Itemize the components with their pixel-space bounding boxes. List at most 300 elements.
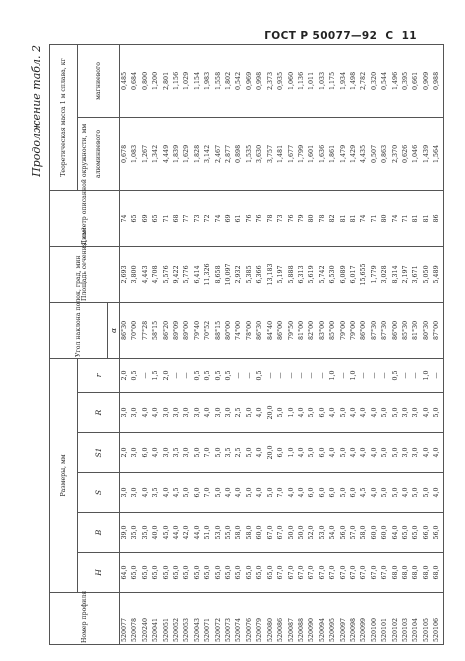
cell-h: 65,0	[266, 553, 276, 593]
cell-b: 39,0	[120, 513, 131, 553]
cell-area: 5,619	[307, 246, 317, 302]
cell-b: 50,0	[287, 513, 297, 553]
cell-r-big: 5,0	[276, 393, 286, 433]
cell-name: 520077	[120, 593, 131, 645]
cell-b: 67,0	[266, 513, 276, 553]
cell-h: 65,0	[162, 553, 172, 593]
cell-area: 6,313	[297, 246, 307, 302]
cell-mass-magn: 0,909	[422, 44, 432, 117]
cell-s1: 2,0	[120, 433, 131, 473]
cell-r-big: 5,0	[432, 393, 443, 433]
cell-mass-alum: 1,535	[245, 117, 255, 190]
cell-name: 520102	[391, 593, 401, 645]
cell-name: 520098	[349, 593, 359, 645]
cell-r-small: —	[182, 358, 192, 392]
cell-b: 45,0	[162, 513, 172, 553]
cell-h: 65,0	[193, 553, 203, 593]
cell-s1: 4,0	[255, 433, 265, 473]
cell-r-big: 4,0	[422, 393, 432, 433]
cell-h: 65,0	[224, 553, 234, 593]
cell-mass-magn: 1,498	[349, 44, 359, 117]
cell-mass-magn: 1,934	[339, 44, 349, 117]
cell-h: 67,0	[276, 553, 286, 593]
cell-mass-alum: 1,677	[287, 117, 297, 190]
cell-s: 6,0	[328, 473, 338, 513]
cell-s1: 20,0	[266, 433, 276, 473]
cell-b: 52,0	[307, 513, 317, 553]
cell-name: 520095	[328, 593, 338, 645]
cell-r-big: 4,0	[349, 393, 359, 433]
cell-mass-alum: 1,046	[411, 117, 421, 190]
table-row	[266, 44, 276, 644]
cell-name: 520094	[318, 593, 328, 645]
cell-b: 53,0	[318, 513, 328, 553]
table-row	[245, 44, 255, 644]
col-magn-header: магниевого	[78, 44, 120, 117]
cell-name: 520240	[141, 593, 151, 645]
cell-mass-alum: 0,898	[234, 117, 244, 190]
cell-b: 60,0	[370, 513, 380, 553]
cell-h: 64,0	[120, 553, 131, 593]
table-row	[141, 44, 151, 644]
cell-area: 5,197	[276, 246, 286, 302]
cell-b: 50,0	[297, 513, 307, 553]
cell-mass-alum: 2,370	[391, 117, 401, 190]
cell-s1: 4,0	[297, 433, 307, 473]
cell-s: 5,0	[182, 473, 192, 513]
cell-r-big: 5,0	[380, 393, 390, 433]
col-alum-header: алюминиевого	[78, 117, 120, 190]
cell-angle: 87°00	[432, 302, 443, 358]
cell-b: 64,0	[391, 513, 401, 553]
cell-diameter: 78	[266, 190, 276, 246]
table-row	[297, 44, 307, 644]
cell-s: 7,0	[276, 473, 286, 513]
cell-name: 520041	[151, 593, 161, 645]
cell-h: 67,0	[370, 553, 380, 593]
table-row	[401, 44, 411, 644]
cell-area: 6,089	[339, 246, 349, 302]
cell-area: 6,017	[349, 246, 359, 302]
cell-angle: 58°15	[151, 302, 161, 358]
cell-b: 58,0	[234, 513, 244, 553]
cell-b: 55,0	[224, 513, 234, 553]
cell-angle: 89°00	[182, 302, 192, 358]
cell-mass-magn: 1,060	[287, 44, 297, 117]
page-header	[260, 30, 417, 42]
cell-s: 5,0	[339, 473, 349, 513]
cell-r-big: 4,0	[151, 393, 161, 433]
cell-mass-alum: 1,839	[172, 117, 182, 190]
cell-r-small: —	[411, 358, 421, 392]
cell-name: 520090	[307, 593, 317, 645]
cell-area: 5,888	[287, 246, 297, 302]
cell-mass-magn: 0,542	[234, 44, 244, 117]
cell-s1: 5,0	[193, 433, 203, 473]
cell-r-small: 0,5	[193, 358, 203, 392]
cell-area: 6,366	[255, 246, 265, 302]
cell-r-big: 3,0	[182, 393, 192, 433]
cell-r-big: 1,0	[287, 393, 297, 433]
cell-s1: 6,0	[141, 433, 151, 473]
cell-name: 520071	[203, 593, 213, 645]
cell-mass-magn: 0,661	[411, 44, 421, 117]
cell-s1: 5,0	[339, 433, 349, 473]
table-row	[359, 44, 369, 644]
cell-angle: 85°00	[328, 302, 338, 358]
cell-h: 65,0	[151, 553, 161, 593]
table-row	[234, 44, 244, 644]
cell-area: 5,776	[182, 246, 192, 302]
section-letter: С	[385, 30, 394, 42]
cell-name: 520086	[276, 593, 286, 645]
cell-diameter: 76	[287, 190, 297, 246]
cell-r-big: 3,0	[172, 393, 182, 433]
cell-mass-magn: 0,395	[401, 44, 411, 117]
cell-angle: 79°00	[349, 302, 359, 358]
cell-mass-alum: 3,757	[266, 117, 276, 190]
cell-name: 520079	[255, 593, 265, 645]
col-b-header: B	[78, 513, 120, 553]
cell-s: 3,5	[151, 473, 161, 513]
col-h-header: H	[78, 553, 120, 593]
cell-b: 44,0	[193, 513, 203, 553]
cell-s: 4,0	[432, 473, 443, 513]
cell-r-small: 0,5	[130, 358, 140, 392]
table-row	[339, 44, 349, 644]
cell-name: 520076	[245, 593, 255, 645]
cell-r-small: 1,0	[422, 358, 432, 392]
cell-s: 6,0	[307, 473, 317, 513]
cell-r-small: —	[245, 358, 255, 392]
cell-h: 65,0	[234, 553, 244, 593]
cell-angle: 86°20	[162, 302, 172, 358]
cell-r-big: 4,0	[359, 393, 369, 433]
cell-mass-alum: 1,267	[141, 117, 151, 190]
cell-b: 54,0	[328, 513, 338, 553]
table-row	[370, 44, 380, 644]
cell-mass-alum: 1,601	[307, 117, 317, 190]
cell-name: 520100	[370, 593, 380, 645]
cell-h: 67,0	[359, 553, 369, 593]
cell-s1: 3,0	[130, 433, 140, 473]
table-row	[193, 44, 203, 644]
cell-s1: 4,0	[151, 433, 161, 473]
cell-s: 4,0	[287, 473, 297, 513]
cell-area: 6,530	[328, 246, 338, 302]
standard-code: ГОСТ Р 50077—92	[264, 30, 378, 42]
table-row	[276, 44, 286, 644]
cell-s: 6,0	[193, 473, 203, 513]
cell-r-big: 5,0	[339, 393, 349, 433]
cell-r-small: —	[276, 358, 286, 392]
cell-area: 1,779	[370, 246, 380, 302]
cell-mass-alum: 0,507	[370, 117, 380, 190]
table-body	[120, 44, 444, 644]
cell-name: 520101	[380, 593, 390, 645]
cell-diameter: 80	[307, 190, 317, 246]
cell-mass-magn: 1,029	[182, 44, 192, 117]
cell-area: 5,385	[245, 246, 255, 302]
cell-r-small: 0,5	[203, 358, 213, 392]
cell-diameter: 72	[203, 190, 213, 246]
cell-diameter: 81	[422, 190, 432, 246]
cell-s: 5,0	[422, 473, 432, 513]
cell-mass-alum: 1,479	[339, 117, 349, 190]
cell-mass-alum: 4,449	[162, 117, 172, 190]
table-row	[411, 44, 421, 644]
table-row	[172, 44, 182, 644]
cell-diameter: 73	[193, 190, 203, 246]
cell-s1: 4,0	[422, 433, 432, 473]
table-row	[255, 44, 265, 644]
cell-angle: 80°00	[224, 302, 234, 358]
cell-r-small: 2,0	[162, 358, 172, 392]
cell-r-small: 1,0	[349, 358, 359, 392]
cell-mass-magn: 2,782	[359, 44, 369, 117]
cell-name: 520097	[339, 593, 349, 645]
cell-diameter: 82	[328, 190, 338, 246]
cell-mass-magn: 1,802	[224, 44, 234, 117]
cell-r-small: —	[339, 358, 349, 392]
cell-mass-alum: 3,142	[203, 117, 213, 190]
cell-r-big: 20,0	[266, 393, 276, 433]
cell-name: 520052	[172, 593, 182, 645]
cell-r-big: 3,0	[130, 393, 140, 433]
cell-diameter: 74	[391, 190, 401, 246]
cell-diameter: 65	[130, 190, 140, 246]
cell-mass-magn: 1,156	[172, 44, 182, 117]
cell-name: 520104	[411, 593, 421, 645]
cell-s: 3,0	[130, 473, 140, 513]
cell-r-big: 4,0	[255, 393, 265, 433]
col-r-big-header: R	[78, 393, 120, 433]
cell-mass-alum: 1,636	[318, 117, 328, 190]
cell-s: 5,0	[245, 473, 255, 513]
cell-diameter: 81	[339, 190, 349, 246]
cell-h: 67,0	[287, 553, 297, 593]
cell-diameter: 68	[172, 190, 182, 246]
cell-angle: 87°30	[380, 302, 390, 358]
cell-b: 65,0	[411, 513, 421, 553]
cell-area: 4,708	[151, 246, 161, 302]
cell-mass-magn: 0,935	[276, 44, 286, 117]
table-row	[182, 44, 192, 644]
cell-angle: 77°28	[141, 302, 151, 358]
cell-s: 5,0	[266, 473, 276, 513]
cell-area: 8,314	[391, 246, 401, 302]
cell-h: 68,0	[422, 553, 432, 593]
cell-r-big: 5,0	[391, 393, 401, 433]
cell-area: 8,658	[214, 246, 224, 302]
col-angle-header: Угол наклона полок, град, мин	[50, 302, 108, 358]
cell-area: 2,932	[234, 246, 244, 302]
cell-h: 65,0	[172, 553, 182, 593]
cell-b: 53,0	[214, 513, 224, 553]
cell-mass-alum: 1,083	[130, 117, 140, 190]
cell-h: 65,0	[203, 553, 213, 593]
cell-h: 65,0	[130, 553, 140, 593]
cell-r-small: 0,5	[391, 358, 401, 392]
cell-r-big: 3,0	[162, 393, 172, 433]
cell-b: 51,0	[203, 513, 213, 553]
cell-area: 4,443	[141, 246, 151, 302]
cell-mass-alum: 0,678	[120, 117, 131, 190]
table-row	[307, 44, 317, 644]
col-s-header: S	[78, 473, 120, 513]
cell-area: 10,097	[224, 246, 234, 302]
cell-mass-magn: 2,373	[266, 44, 276, 117]
cell-angle: 86°00	[276, 302, 286, 358]
cell-name: 520073	[224, 593, 234, 645]
cell-r-big: 4,0	[203, 393, 213, 433]
col-r-small-header: r	[78, 358, 120, 392]
cell-mass-magn: 1,136	[297, 44, 307, 117]
table-caption: Продолжение табл. 2	[30, 45, 43, 177]
col-angle-symbol: α	[108, 302, 120, 358]
cell-s: 4,0	[255, 473, 265, 513]
cell-diameter: 74	[359, 190, 369, 246]
cell-s1: 3,0	[401, 433, 411, 473]
table-row	[224, 44, 234, 644]
cell-area: 13,183	[266, 246, 276, 302]
table-row	[349, 44, 359, 644]
cell-b: 65,0	[401, 513, 411, 553]
cell-r-big: 3,0	[224, 393, 234, 433]
table-row	[380, 44, 390, 644]
cell-angle: 79°50	[287, 302, 297, 358]
cell-area: 5,489	[432, 246, 443, 302]
cell-diameter: 69	[141, 190, 151, 246]
cell-r-big: 5,0	[307, 393, 317, 433]
profile-table	[49, 44, 444, 645]
cell-mass-magn: 0,320	[370, 44, 380, 117]
cell-mass-alum: 1,481	[276, 117, 286, 190]
cell-r-big: 4,0	[328, 393, 338, 433]
cell-name: 520072	[214, 593, 224, 645]
cell-h: 67,0	[339, 553, 349, 593]
cell-diameter: 74	[214, 190, 224, 246]
cell-r-big: 3,0	[411, 393, 421, 433]
cell-b: 66,0	[422, 513, 432, 553]
table-row	[203, 44, 213, 644]
cell-mass-magn: 0,969	[245, 44, 255, 117]
cell-mass-magn: 1,558	[214, 44, 224, 117]
cell-b: 35,0	[130, 513, 140, 553]
cell-s1: 4,0	[370, 433, 380, 473]
cell-s: 6,0	[349, 473, 359, 513]
cell-r-big: 3,0	[214, 393, 224, 433]
cell-h: 65,0	[245, 553, 255, 593]
cell-name: 520078	[130, 593, 140, 645]
cell-s: 4,5	[359, 473, 369, 513]
cell-mass-magn: 1,200	[151, 44, 161, 117]
cell-r-big: 3,0	[193, 393, 203, 433]
cell-mass-alum: 1,629	[182, 117, 192, 190]
cell-r-small: —	[380, 358, 390, 392]
cell-name: 520053	[182, 593, 192, 645]
cell-h: 68,0	[432, 553, 443, 593]
cell-r-big: 5,0	[245, 393, 255, 433]
cell-h: 65,0	[141, 553, 151, 593]
cell-h: 65,0	[255, 553, 265, 593]
cell-b: 35,0	[141, 513, 151, 553]
cell-angle: 84°40	[266, 302, 276, 358]
cell-h: 68,0	[391, 553, 401, 593]
cell-mass-magn: 2,801	[162, 44, 172, 117]
cell-angle: 70°00	[130, 302, 140, 358]
cell-b: 58,0	[245, 513, 255, 553]
cell-mass-alum: 1,564	[432, 117, 443, 190]
cell-h: 67,0	[349, 553, 359, 593]
cell-mass-magn: 0,544	[380, 44, 390, 117]
cell-name: 520088	[297, 593, 307, 645]
cell-diameter: 73	[276, 190, 286, 246]
cell-s: 4,0	[370, 473, 380, 513]
cell-r-big: 2,5	[234, 393, 244, 433]
cell-r-small: —	[141, 358, 151, 392]
cell-r-big: 4,0	[297, 393, 307, 433]
cell-r-small: 0,5	[214, 358, 224, 392]
cell-area: 2,197	[401, 246, 411, 302]
cell-angle: 70°52	[203, 302, 213, 358]
cell-r-big: 3,0	[401, 393, 411, 433]
cell-name: 520099	[359, 593, 369, 645]
cell-s1: 4,0	[349, 433, 359, 473]
cell-mass-alum: 1,828	[193, 117, 203, 190]
cell-s1: 3,0	[411, 433, 421, 473]
cell-area: 6,414	[193, 246, 203, 302]
cell-s1: 3,5	[224, 433, 234, 473]
cell-mass-alum: 2,467	[214, 117, 224, 190]
cell-s1: 6,0	[318, 433, 328, 473]
cell-diameter: 79	[297, 190, 307, 246]
cell-s1: 4,0	[432, 433, 443, 473]
col-diameter-header: Диаметр описанной окружности, мм	[50, 190, 120, 246]
cell-r-small: 1,0	[328, 358, 338, 392]
cell-angle: 78°00	[245, 302, 255, 358]
cell-r-big: 6,0	[318, 393, 328, 433]
cell-r-small: —	[307, 358, 317, 392]
page-number: 11	[401, 30, 417, 42]
cell-mass-magn: 0,485	[120, 44, 131, 117]
cell-angle: 81°30	[411, 302, 421, 358]
cell-area: 5,742	[318, 246, 328, 302]
cell-h: 67,0	[307, 553, 317, 593]
cell-s: 3,0	[120, 473, 131, 513]
cell-s1: 3,0	[182, 433, 192, 473]
cell-area: 2,693	[120, 246, 131, 302]
table-row	[214, 44, 224, 644]
cell-r-big: 3,0	[120, 393, 131, 433]
cell-s1: 1,0	[287, 433, 297, 473]
cell-diameter: 86	[432, 190, 443, 246]
cell-diameter: 76	[245, 190, 255, 246]
cell-mass-alum: 1,439	[422, 117, 432, 190]
cell-diameter: 74	[120, 190, 131, 246]
cell-angle: 85°30	[401, 302, 411, 358]
cell-angle: 83°00	[318, 302, 328, 358]
cell-area: 11,326	[203, 246, 213, 302]
col-area-header: Площадь сечения, см²	[50, 246, 120, 302]
cell-angle: 81°00	[297, 302, 307, 358]
cell-diameter: 81	[349, 190, 359, 246]
cell-b: 42,0	[182, 513, 192, 553]
table-row	[151, 44, 161, 644]
cell-s: 4,0	[401, 473, 411, 513]
cell-diameter: 76	[255, 190, 265, 246]
cell-diameter: 71	[370, 190, 380, 246]
